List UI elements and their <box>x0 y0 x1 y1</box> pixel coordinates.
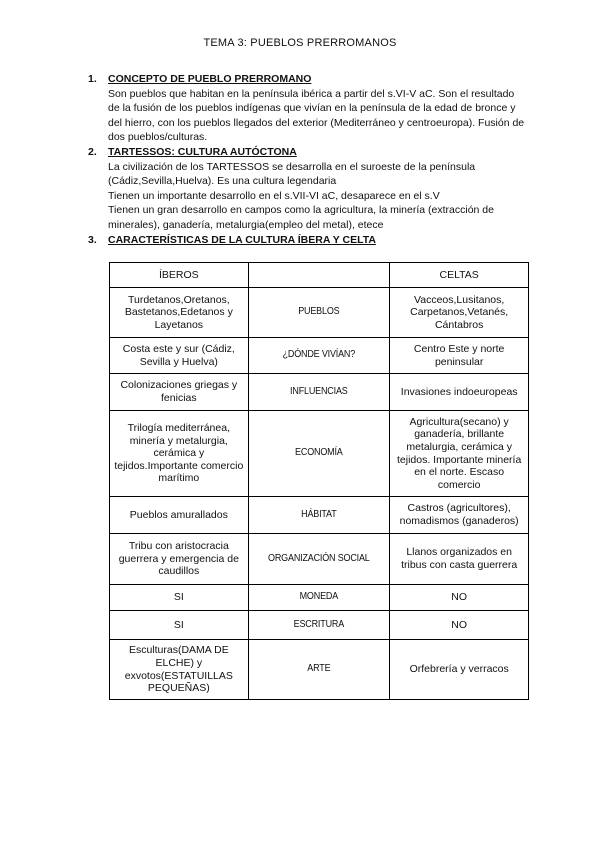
table-row <box>110 611 529 640</box>
header-iberos: ÍBEROS <box>110 263 249 288</box>
section-number: 1. <box>88 73 97 85</box>
section-heading: CONCEPTO DE PUEBLO PRERROMANO <box>108 73 312 85</box>
cell-celtas: NO <box>390 585 529 611</box>
table-header-row <box>110 263 529 288</box>
section-heading: TARTESSOS: CULTURA AUTÓCTONA <box>108 146 297 158</box>
header-empty <box>248 263 390 288</box>
section-body <box>88 87 528 145</box>
section-3 <box>88 233 528 248</box>
cell-iberos: Costa este y sur (Cádiz, Sevilla y Huelva) <box>110 338 249 374</box>
table-row <box>110 585 529 611</box>
cell-celtas: Centro Este y norte peninsular <box>390 338 529 374</box>
cell-topic: ECONOMÍA <box>255 411 383 497</box>
section-heading: CARACTERÍSTICAS DE LA CULTURA ÍBERA Y CELTA <box>108 234 376 246</box>
table-row <box>110 534 529 585</box>
table-row <box>110 497 529 534</box>
paragraph: Tienen un importante desarrollo en el s.VII-VI aC, desaparece en el s.V <box>108 189 440 202</box>
cell-topic: ORGANIZACIÓN SOCIAL <box>255 534 383 585</box>
cell-iberos: Turdetanos,Oretanos, Bastetanos,Edetanos y Layetanos <box>110 288 249 338</box>
cell-topic: INFLUENCIAS <box>255 374 383 411</box>
section-1 <box>88 72 528 145</box>
paragraph: Son pueblos que habitan en la península ibérica a partir del s.VI-V aC. Son el resultado de la fusión de los pueblos indígenas que vivían en la península de la edad de bronce y del hierro, con los pueblos llegados del exterior (Mediterráneo y centroeuropa). Fusión de dos pueblos/culturas. <box>108 87 525 143</box>
section-number: 2. <box>88 146 97 158</box>
table-row <box>110 640 529 700</box>
cell-celtas: Castros (agricultores), nomadismos (ganaderos) <box>390 497 529 534</box>
cell-topic: ¿DÓNDE VIVÍAN? <box>255 338 383 374</box>
cell-celtas: Invasiones indoeuropeas <box>390 374 529 411</box>
cell-iberos: Esculturas(DAMA DE ELCHE) y exvotos(ESTATUILLAS PEQUEÑAS) <box>110 640 249 700</box>
table-row <box>110 338 529 374</box>
cell-iberos: Trilogía mediterránea, minería y metalurgia, cerámica y tejidos.Importante comercio marítimo <box>110 411 249 497</box>
section-body <box>88 160 528 233</box>
cell-topic: PUEBLOS <box>255 288 383 338</box>
cell-celtas: NO <box>390 611 529 640</box>
table-row <box>110 374 529 411</box>
cell-iberos: SI <box>110 611 249 640</box>
section-number: 3. <box>88 234 97 246</box>
paragraph: La civilización de los TARTESSOS se desarrolla en el suroeste de la península (Cádiz,Sevilla,Huelva). Es una cultura legendaria <box>108 160 476 187</box>
cell-iberos: Tribu con aristocracia guerrera y emergencia de caudillos <box>110 534 249 585</box>
cell-topic: MONEDA <box>255 585 383 611</box>
cell-celtas: Orfebrería y verracos <box>390 640 529 700</box>
cell-iberos: Colonizaciones griegas y fenicias <box>110 374 249 411</box>
comparison-table <box>109 262 529 700</box>
table-row <box>110 411 529 497</box>
cell-iberos: Pueblos amurallados <box>110 497 249 534</box>
cell-celtas: Llanos organizados en tribus con casta guerrera <box>390 534 529 585</box>
table-row <box>110 288 529 338</box>
cell-topic: HÁBITAT <box>255 497 383 534</box>
paragraph: Tienen un gran desarrollo en campos como la agricultura, la minería (extracción de minerales), ganadería, metalurgia(empleo del metal), etece <box>108 204 494 231</box>
document-title: TEMA 3: PUEBLOS PRERROMANOS <box>203 37 397 49</box>
cell-topic: ESCRITURA <box>255 611 383 640</box>
cell-celtas: Agricultura(secano) y ganadería, brillante metalurgia, cerámica y tejidos. Importante minería en el norte. Escaso comercio <box>390 411 529 497</box>
section-2 <box>88 145 528 232</box>
header-celtas: CELTAS <box>390 263 529 288</box>
cell-iberos: SI <box>110 585 249 611</box>
cell-topic: ARTE <box>255 640 383 700</box>
cell-celtas: Vacceos,Lusitanos, Carpetanos,Vetanés, Cántabros <box>390 288 529 338</box>
